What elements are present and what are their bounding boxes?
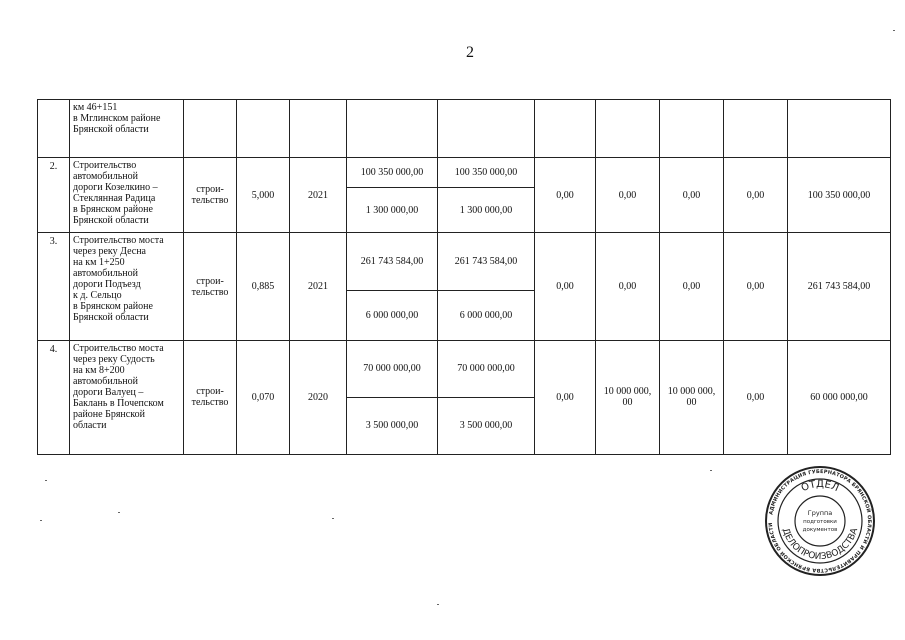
table-row — [38, 158, 891, 188]
object-name — [70, 340, 184, 454]
total-cost: 70 000 000,00 — [347, 340, 438, 397]
cell-c9 — [596, 340, 660, 454]
object-name — [70, 100, 184, 158]
year: 2021 — [290, 158, 347, 233]
cell-c11: 0,00 — [724, 340, 788, 454]
total-cost — [347, 100, 438, 158]
svg-text:Группа: Группа — [807, 509, 833, 517]
svg-text:АДМИНИСТРАЦИЯ ГУБЕРНАТОРА БРЯН: АДМИНИСТРАЦИЯ ГУБЕРНАТОРА БРЯНСКОЙ ОБЛАСТИ И ПРАВИТЕЛЬСТВА БРЯНСКОЙ ОБЛАСТИ — [767, 468, 873, 574]
cell-c11: 0,00 — [724, 233, 788, 340]
cell-c8: 0,00 — [535, 340, 596, 454]
object-name-text: км 46+151 в Мглинском районе Брянской области — [73, 102, 161, 135]
cell-c12: 100 350 000,00 — [788, 158, 891, 233]
speck — [45, 480, 47, 481]
year — [290, 100, 347, 158]
total-cost: 100 350 000,00 — [347, 158, 438, 188]
length: 0,885 — [237, 233, 290, 340]
total-cost: 261 743 584,00 — [347, 233, 438, 290]
cell-c8: 0,00 — [535, 158, 596, 233]
work-type — [184, 158, 237, 233]
total-cost-sub: 3 500 000,00 — [347, 397, 438, 454]
cell-c12: 60 000 000,00 — [788, 340, 891, 454]
row-number: 4. — [38, 340, 70, 454]
speck — [40, 520, 42, 521]
svg-text:ДЕЛОПРОИЗВОДСТВА: ДЕЛОПРОИЗВОДСТВА — [779, 526, 861, 563]
object-name-text: Строительство моста через реку Десна на км 1+250 автомобильной дороги Подъезд к д. Сельцо в Брянском районе Брянской области — [73, 235, 164, 324]
cost-remaining-sub: 1 300 000,00 — [438, 188, 535, 233]
speck — [118, 512, 120, 513]
object-name-text: Строительство моста через реку Судость на км 8+200 автомобильной дороги Валуец – Баклань в Почепском районе Брянской области — [73, 342, 164, 431]
table-row — [38, 233, 891, 290]
work-type — [184, 100, 237, 158]
cell-c11 — [724, 100, 788, 158]
cell-c11: 0,00 — [724, 158, 788, 233]
row-number — [38, 100, 70, 158]
speck — [893, 30, 895, 31]
work-type — [184, 233, 237, 340]
object-name — [70, 158, 184, 233]
year: 2021 — [290, 233, 347, 340]
work-type-text: строи- тельство — [191, 184, 229, 207]
svg-text:ОТДЕЛ: ОТДЕЛ — [799, 479, 841, 495]
cost-remaining — [438, 100, 535, 158]
speck — [710, 470, 712, 471]
cell-c10 — [660, 100, 724, 158]
table-row — [38, 100, 891, 158]
projects-table — [37, 99, 891, 455]
cell-c8 — [535, 100, 596, 158]
total-cost-sub: 1 300 000,00 — [347, 188, 438, 233]
cost-remaining-sub: 6 000 000,00 — [438, 290, 535, 340]
length: 0,070 — [237, 340, 290, 454]
work-type-text: строи- тельство — [191, 386, 229, 409]
length — [237, 100, 290, 158]
work-type-text: строи- тельство — [191, 275, 229, 298]
table-row — [38, 340, 891, 397]
year: 2020 — [290, 340, 347, 454]
cell-c9 — [596, 100, 660, 158]
cell-c9: 0,00 — [596, 233, 660, 340]
svg-text:документов: документов — [802, 527, 838, 533]
cell-c9-text: 10 000 000, 00 — [603, 386, 652, 409]
cell-c9: 0,00 — [596, 158, 660, 233]
cell-c10: 0,00 — [660, 158, 724, 233]
total-cost-sub: 6 000 000,00 — [347, 290, 438, 340]
cell-c10 — [660, 340, 724, 454]
speck — [437, 604, 439, 605]
row-number: 3. — [38, 233, 70, 340]
cell-c12: 261 743 584,00 — [788, 233, 891, 340]
cost-remaining: 70 000 000,00 — [438, 340, 535, 397]
object-name-text: Строительство автомобильной дороги Козелкино – Стеклянная Радица в Брянском районе Брянской области — [73, 160, 158, 227]
svg-text:подготовки: подготовки — [803, 519, 837, 525]
object-name — [70, 233, 184, 340]
cost-remaining: 100 350 000,00 — [438, 158, 535, 188]
cost-remaining: 261 743 584,00 — [438, 233, 535, 290]
speck — [332, 518, 334, 519]
cell-c10-text: 10 000 000, 00 — [667, 386, 716, 409]
department-seal — [764, 465, 876, 577]
cost-remaining-sub: 3 500 000,00 — [438, 397, 535, 454]
cell-c10: 0,00 — [660, 233, 724, 340]
row-number: 2. — [38, 158, 70, 233]
cell-c8: 0,00 — [535, 233, 596, 340]
work-type — [184, 340, 237, 454]
cell-c12 — [788, 100, 891, 158]
length: 5,000 — [237, 158, 290, 233]
page-number: 2 — [466, 44, 474, 61]
